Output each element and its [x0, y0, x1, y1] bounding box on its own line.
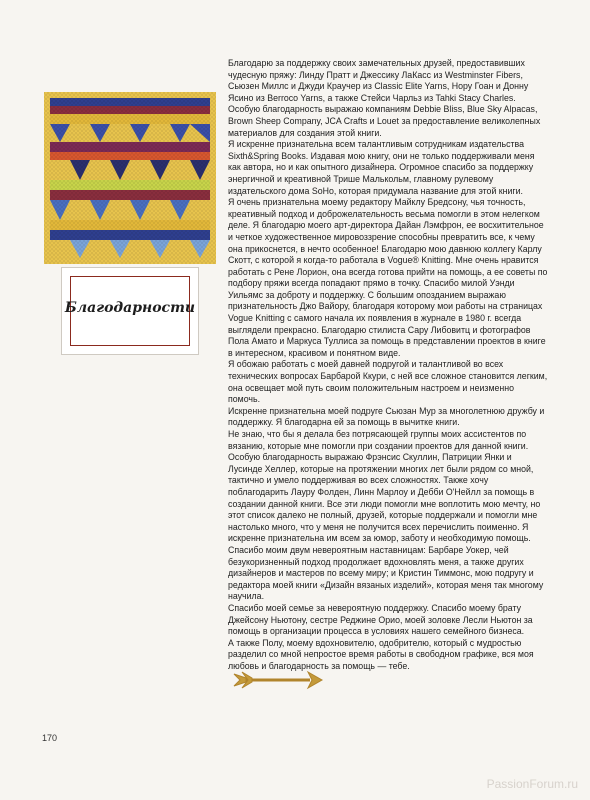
paragraph: Спасибо моим двум невероятным наставницам: Барбаре Уокер, чей безукоризненный подход продолжает вдохновлять меня, а также других дизайнеров и мастеров по всему миру; и Кристин Тиммонс, мою подругу и редактора моей книги «Дизайн вязаных изделий», которая меня так многому научила.	[228, 544, 544, 602]
paragraph: Я обожаю работать с моей давней подругой и талантливой во всех технических вопросах Барбарой Ккури, с ней все сложное становится легким, она освещает мой путь своим положительным настроем и неизменно помочь.	[228, 359, 548, 405]
paragraph: Спасибо моей семье за невероятную поддержку. Спасибо моему брату Джейсону Ньютону, сестре Реджине Орио, моей золовке Лесли Ньютон за помощь в организации процесса в условиях нашего семейного бизнеса.	[228, 602, 533, 637]
decorative-arrow-icon	[232, 668, 324, 692]
paragraph: Благодарю за поддержку своих замечательных друзей, предоставивших чудесную пряжу: Линду Пратт и Джессику ЛаКасс из Westminster Fibers, Сьюзен Миллс и Джуди Краучер из Classic Elite Yarns, Нору Гоан и Донну Ясино из Berroco Yarns, а также Стейси Чарльз из Tahki Stacy Charles. Особую благодарность выражаю компаниям Debbie Bliss, Blue Sky Alpacas, Brown Sheep Company, JCA Crafts и Louet за предоставление великолепных материалов для создания этой книги.	[228, 58, 541, 138]
knit-swatch-photo	[44, 92, 216, 264]
page-number: 170	[42, 733, 58, 743]
paragraph: Не знаю, что бы я делала без потрясающей группы моих ассистентов по вязанию, которые мне помогли при создании проектов для данной книги. Особую благодарность выражаю Фрэнсис Скуллин, Патриции Янки и Лусинде Хеллер, которые на протяжении многих лет были рядом со мной, тактично и умело поддерживая во всех сложностях. Также хочу поблагодарить Лауру Фолден, Линн Марлоу и Дебби О'Нейлл за помощь в создании данной книги. Все эти люди помогли мне воплотить мою мечту, но этот список далеко не полный, друзей, которые поддержали и помогли мне настолько много, что у меня не получится всех перечислить поименно. Я искренне признательна им всем за юмор, заботу и необходимую помощь.	[228, 429, 541, 544]
paragraph: Я искренне признательна всем талантливым сотрудникам издательства Sixth&Spring Books. Издавая мою книгу, они не только поддерживали меня как автора, но и как опытного дизайнера. Огромное спасибо за поддержку энергичной и креативной Трише Малькольм, главному рулевому издательского дома SoHo, которая придумала название для этой книги.	[228, 139, 535, 196]
acknowledgements-text	[228, 58, 548, 672]
paragraph: Я очень признательна моему редактору Майклу Бредсону, чья точность, креативный подход и доброжелательность весьма помогли в этом нелегком деле. Я благодарю моего арт-директора Дайан Лэмфрон, ее восхитительное и четкое художественное мировоззрение способны превратить все, к чему она прикоснется, в нечто особенное! Благодарю мою давнюю коллегу Карлу Скотт, с которой я когда-то работала в Vogue® Knitting. Мне очень нравится работать с Рене Лорион, она всегда готова прийти на помощь, а ее советы по подбору пряжи всегда попадают прямо в точку. Спасибо милой Уэнди Уильямс за доброту и поддержку. С большим опозданием выражаю признательность Джо Вайору, благодаря которому мои работы на страницах Vogue Knitting с самого начала их появления в журнале в 1980 г. всегда выглядели прекрасно. Благодарю стилиста Сару Либовитц и фотографов Пола Амато и Маркуса Туллиса за помощь в представлении проектов в книге в интересном, красивом и понятном виде.	[228, 197, 548, 358]
paragraph: Искренне признательна моей подруге Сьюзан Мур за многолетнюю дружбу и поддержку. Я благодарна ей за помощь в вычитке книги.	[228, 405, 545, 428]
paragraph: А также Полу, моему вдохновителю, одобрителю, который с мудростью разделил со мной непростое время работы в свободном графике, вся моя любовь и благодарность за помощь — тебе.	[228, 637, 534, 671]
watermark: PassionForum.ru	[486, 777, 578, 791]
section-title-card	[62, 268, 198, 354]
section-title: Благодарности	[64, 300, 196, 316]
fair-isle-pattern	[44, 92, 216, 264]
